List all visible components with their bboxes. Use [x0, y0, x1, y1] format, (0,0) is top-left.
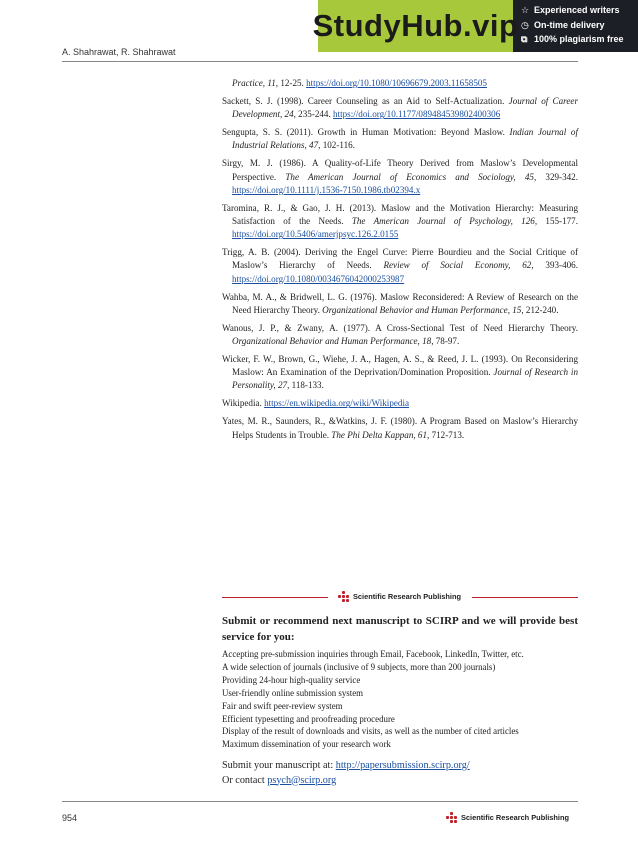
reference-item: [222, 415, 578, 441]
clock-icon: ◷: [521, 19, 529, 30]
reference-pages: , 235-244.: [293, 109, 334, 120]
service-item: Maximum dissemination of your research work: [222, 739, 391, 750]
reference-pages: , 212-240.: [521, 304, 559, 315]
copy-icon: ⧉: [521, 34, 528, 44]
scirp-logo-icon: [338, 591, 349, 602]
reference-item: [222, 246, 578, 286]
footer-publisher: Scientific Research Publishing: [461, 813, 570, 822]
service-item: User-friendly online submission system: [222, 687, 364, 698]
reference-text: Wikipedia.: [222, 398, 265, 409]
reference-text: Sengupta, S. S. (2011). Growth in Human Motivation: Beyond Maslow.: [222, 127, 510, 138]
reference-pages: , 712-713.: [427, 429, 465, 440]
feature-item: [521, 3, 638, 18]
header-rule: [62, 61, 578, 62]
reference-pages: , 102-116.: [318, 140, 355, 151]
reference-item: [222, 397, 578, 410]
contact-line: [222, 774, 470, 789]
reference-doi-link[interactable]: https://en.wikipedia.org/wiki/Wikipedia: [264, 398, 410, 409]
reference-item: [222, 353, 578, 393]
reference-journal: Review of Social Economy, 62: [383, 260, 532, 271]
submission-link[interactable]: http://papersubmission.scirp.org/: [335, 760, 470, 771]
service-item: Efficient typesetting and proofreading procedure: [222, 713, 395, 724]
reference-journal: Journal of Career Development, 24: [232, 96, 578, 120]
reference-pages: , 329-342.: [533, 171, 578, 182]
reference-text: Yates, M. R., Saunders, R., &Watkins, J. F. (1980). A Program Based on Maslow’s Hierarchy Helps Students in Trouble.: [222, 416, 578, 440]
divider-right: [472, 597, 578, 598]
reference-journal: Organizational Behavior and Human Performance, 18: [232, 336, 432, 347]
running-header-authors: A. Shahrawat, R. Shahrawat: [62, 47, 176, 57]
page-number: 954: [62, 813, 78, 823]
reference-item: [222, 77, 578, 90]
reference-item: [222, 95, 578, 121]
reference-doi-link[interactable]: https://doi.org/10.5406/amerjpsyc.126.2.0155: [232, 229, 399, 240]
scirp-logo-icon: [446, 812, 457, 823]
service-item: Display of the result of downloads and visits, as well as the number of cited articles: [222, 726, 519, 737]
reference-item: [222, 202, 578, 242]
feature-text: On-time delivery: [534, 19, 605, 30]
reference-journal: The American Journal of Economics and Sociology, 45: [285, 171, 534, 182]
feature-list: [513, 0, 638, 52]
reference-pages: , 78-97.: [431, 336, 460, 347]
reference-item: [222, 126, 578, 152]
reference-journal: Organizational Behavior and Human Performance, 15: [322, 304, 522, 315]
reference-item: [222, 291, 578, 317]
ad-banner[interactable]: [312, 0, 638, 52]
feature-item: [521, 18, 638, 33]
star-icon: ☆: [521, 5, 530, 15]
reference-pages: , 155-177.: [534, 216, 578, 227]
reference-journal: Journal of Research in Personality, 27: [232, 367, 578, 391]
scirp-logo: [338, 591, 461, 602]
service-list: [222, 648, 578, 751]
service-item: Providing 24-hour high-quality service: [222, 674, 361, 685]
feature-text: Experienced writers: [534, 5, 620, 15]
reference-text: Taromina, R. J., & Gao, J. H. (2013). Maslow and the Motivation Hierarchy: Measuring Satisfaction of the Needs.: [222, 202, 578, 227]
reference-doi-link[interactable]: https://doi.org/10.1177/089484539802400306: [333, 109, 501, 120]
reference-journal: Indian Journal of Industrial Relations, 47: [232, 127, 578, 151]
submit-label: Submit your manuscript at:: [222, 760, 336, 771]
feature-text: 100% plagiarism free: [534, 34, 624, 44]
reference-text: Trigg, A. B. (2004). Deriving the Engel Curve: Pierre Bourdieu and the Social Critique of Maslow’s Hierarchy of Needs.: [222, 247, 578, 271]
reference-item: [222, 322, 578, 348]
contact-email-link[interactable]: psych@scirp.org: [267, 774, 337, 786]
reference-pages: , 393-406.: [531, 260, 578, 271]
reference-pages: , 12-25.: [275, 78, 307, 88]
reference-text: Wanous, J. P., & Zwany, A. (1977). A Cross-Sectional Test of Need Hierarchy Theory.: [222, 322, 578, 333]
reference-list: [222, 77, 578, 447]
reference-item: [222, 157, 578, 197]
submission-contact: [222, 759, 470, 788]
service-item: Fair and swift peer-review system: [222, 700, 343, 711]
reference-journal: The Phi Delta Kappan, 61: [331, 429, 428, 440]
submit-heading: Submit or recommend next manuscript to SCIRP and we will provide best service for you:: [222, 615, 578, 643]
reference-journal: The American Journal of Psychology, 126: [351, 216, 535, 227]
scirp-logo-text: Scientific Research Publishing: [353, 592, 462, 601]
reference-journal: Practice, 11: [232, 78, 276, 88]
divider-left: [222, 597, 328, 598]
reference-text: Wahba, M. A., & Bridwell, L. G. (1976). Maslow Reconsidered: A Review of Research on the Need Hierarchy Theory.: [222, 291, 578, 315]
service-item: A wide selection of journals (inclusive of 9 subjects, more than 200 journals): [222, 661, 496, 672]
contact-label: Or contact: [222, 774, 268, 786]
footer-rule: [62, 801, 578, 802]
reference-text: Wicker, F. W., Brown, G., Wiehe, J. A., Hagen, A. S., & Reed, J. L. (1993). On Reconsidering Maslow: An Examination of the Deprivation/Domination Proposition.: [222, 354, 578, 378]
reference-text: Sackett, S. J. (1998). Career Counseling as an Aid to Self-Actualization.: [222, 96, 509, 106]
reference-doi-link[interactable]: https://doi.org/10.1080/10696679.2003.11658505: [306, 78, 487, 88]
reference-doi-link[interactable]: https://doi.org/10.1080/0034676042000253987: [232, 273, 405, 284]
reference-doi-link[interactable]: https://doi.org/10.1111/j.1536-7150.1986.tb02394.x: [232, 184, 421, 195]
reference-text: Sirgy, M. J. (1986). A Quality-of-Life Theory Derived from Maslow’s Developmental Perspective.: [222, 158, 578, 182]
brand-logo[interactable]: StudyHub.vip: [318, 0, 513, 52]
footer-scirp-logo: [446, 812, 569, 823]
service-item: Accepting pre-submission inquiries through Email, Facebook, LinkedIn, Twitter, etc.: [222, 649, 524, 659]
submit-line: [222, 759, 470, 774]
feature-item: [521, 32, 638, 47]
reference-pages: , 118-133.: [287, 380, 324, 391]
